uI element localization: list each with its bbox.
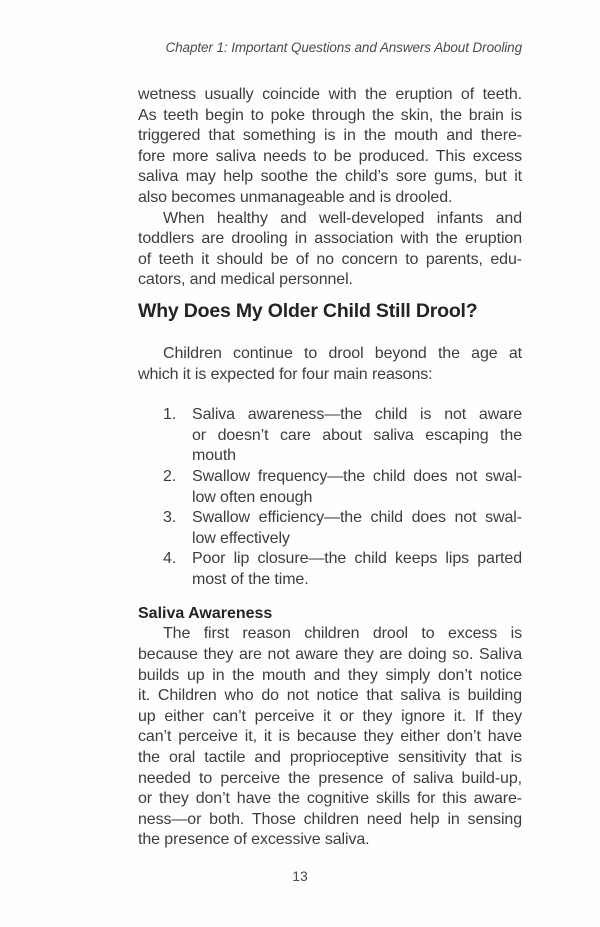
text-line: low effectively <box>192 529 290 547</box>
text-line: most of the time. <box>192 570 309 588</box>
text-line: triggered that something is in the mouth and there- <box>138 127 522 145</box>
body-paragraph <box>138 85 522 209</box>
numbered-list <box>138 405 522 590</box>
text-line: As teeth begin to poke through the skin, the brain is <box>138 106 522 124</box>
text-line: it. Children who do not notice that saliva is building <box>138 687 522 705</box>
text-line: can’t perceive it, it is because they either don’t have <box>138 728 522 746</box>
text-line: builds up in the mouth and they simply don’t notice <box>138 666 522 684</box>
text-line: Poor lip closure—the child keeps lips parted <box>192 550 522 568</box>
text-line: needed to perceive the presence of saliva build-up, <box>138 769 522 787</box>
text-line: of teeth it should be of no concern to parents, edu- <box>138 250 522 268</box>
list-item <box>138 405 522 467</box>
text-line: Swallow frequency—the child does not swal- <box>192 467 522 485</box>
text-line: saliva may help soothe the child’s sore gums, but it <box>138 168 522 186</box>
section-heading: Why Does My Older Child Still Drool? <box>138 299 478 322</box>
text-line: Children continue to drool beyond the age at <box>163 344 522 362</box>
text-line: the presence of excessive saliva. <box>138 831 370 849</box>
text-line: fore more saliva needs to be produced. This excess <box>138 147 522 165</box>
page-content <box>138 85 522 851</box>
list-item-number: 1. <box>163 406 177 424</box>
text-line: the oral tactile and proprioceptive sensitivity that is <box>138 749 522 767</box>
text-line: Saliva awareness—the child is not aware <box>192 406 522 424</box>
list-item <box>138 549 522 590</box>
sub-heading: Saliva Awareness <box>138 605 273 623</box>
body-paragraph <box>138 209 522 291</box>
text-line: toddlers are drooling in association with the eruption <box>138 230 522 248</box>
text-line: When healthy and well-developed infants and <box>163 209 522 227</box>
text-line: Swallow efficiency—the child does not swal- <box>192 509 522 527</box>
body-paragraph <box>138 344 522 385</box>
list-item-number: 4. <box>163 550 177 568</box>
text-line: or doesn’t care about saliva escaping the <box>192 426 522 444</box>
text-line: The first reason children drool to excess is <box>163 625 522 643</box>
text-line: up either can’t perceive it or they ignore it. If they <box>138 707 522 725</box>
list-item <box>138 467 522 508</box>
text-line: wetness usually coincide with the eruption of teeth. <box>138 86 522 103</box>
text-block <box>138 0 522 851</box>
list-item-number: 3. <box>163 509 177 527</box>
body-paragraph <box>138 624 522 851</box>
text-line: which it is expected for four main reasons: <box>138 365 433 383</box>
text-line: low often enough <box>192 488 313 506</box>
text-line: because they are not aware they are doing so. Saliva <box>138 646 522 664</box>
text-line: also becomes unmanageable and is drooled. <box>138 188 453 206</box>
text-line: cators, and medical personnel. <box>138 271 353 289</box>
text-line: mouth <box>192 447 236 465</box>
running-header: Chapter 1: Important Questions and Answers About Drooling <box>165 40 522 55</box>
text-line: or they don’t have the cognitive skills for this aware- <box>138 790 522 808</box>
text-line: ness—or both. Those children need help in sensing <box>138 810 522 828</box>
list-item <box>138 508 522 549</box>
page-number: 13 <box>292 868 308 884</box>
list-item-number: 2. <box>163 467 177 485</box>
